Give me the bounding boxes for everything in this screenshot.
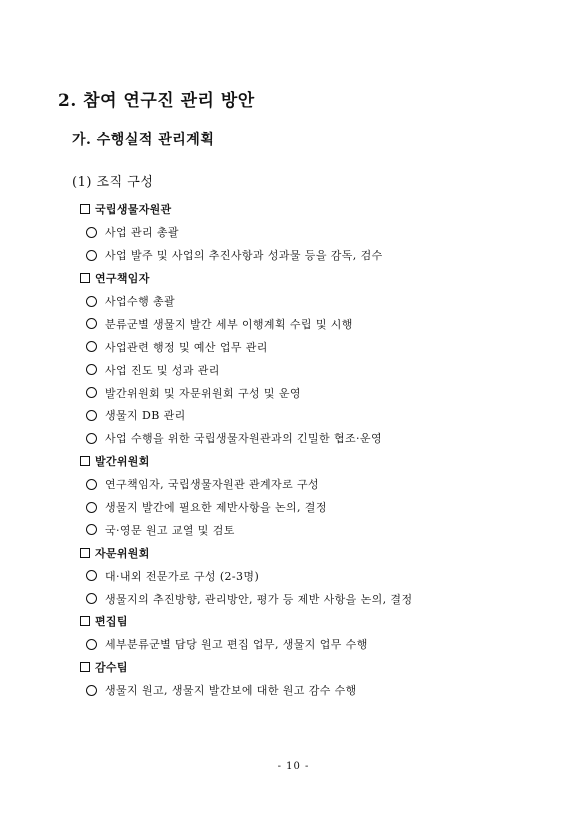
list-item-text: 세부분류군별 담당 원고 편집 업무, 생물지 업무 수행 bbox=[105, 638, 368, 652]
circle-bullet-icon bbox=[86, 639, 97, 650]
list-item-text: 사업 수행을 위한 국립생물자원관과의 긴밀한 협조·운영 bbox=[105, 432, 382, 446]
list-item bbox=[80, 679, 560, 702]
circle-bullet-icon bbox=[86, 593, 97, 604]
group-title: 자문위원회 bbox=[95, 546, 150, 560]
list-item bbox=[80, 587, 560, 610]
group-heading bbox=[80, 656, 560, 679]
sub-subsection-heading: (1) 조직 구성 bbox=[72, 175, 154, 190]
square-bullet-icon bbox=[80, 662, 90, 672]
group-heading bbox=[80, 198, 560, 221]
list-item-text: 사업관련 행정 및 예산 업무 관리 bbox=[105, 340, 268, 354]
list-item-text: 연구책임자, 국립생물자원관 관계자로 구성 bbox=[105, 478, 320, 492]
circle-bullet-icon bbox=[86, 227, 97, 238]
list-item-text: 국·영문 원고 교열 및 검토 bbox=[105, 523, 235, 537]
circle-bullet-icon bbox=[86, 433, 97, 444]
list-item bbox=[80, 427, 560, 450]
list-item-text: 생물지 발간에 필요한 제반사항을 논의, 결정 bbox=[105, 501, 327, 515]
list-item bbox=[80, 244, 560, 267]
list-item bbox=[80, 358, 560, 381]
circle-bullet-icon bbox=[86, 387, 97, 398]
circle-bullet-icon bbox=[86, 685, 97, 696]
list-item-text: 사업 진도 및 성과 관리 bbox=[105, 363, 220, 377]
square-bullet-icon bbox=[80, 616, 90, 626]
list-item bbox=[80, 221, 560, 244]
circle-bullet-icon bbox=[86, 250, 97, 261]
list-item-text: 사업수행 총괄 bbox=[105, 295, 176, 308]
circle-bullet-icon bbox=[86, 341, 97, 352]
circle-bullet-icon bbox=[86, 410, 97, 421]
list-item bbox=[80, 473, 560, 496]
square-bullet-icon bbox=[80, 456, 90, 466]
list-item bbox=[80, 312, 560, 335]
list-item bbox=[80, 518, 560, 541]
circle-bullet-icon bbox=[86, 524, 97, 535]
group-heading bbox=[80, 541, 560, 564]
section-heading: 2. 참여 연구진 관리 방안 bbox=[58, 91, 255, 111]
page-number: - 10 - bbox=[277, 761, 310, 772]
list-item-text: 생물지 원고, 생물지 발간보에 대한 원고 감수 수행 bbox=[105, 684, 357, 698]
list-item-text: 생물지의 추진방향, 관리방안, 평가 등 제반 사항을 논의, 결정 bbox=[105, 592, 413, 606]
organization-list bbox=[80, 198, 560, 702]
list-item bbox=[80, 381, 560, 404]
square-bullet-icon bbox=[80, 204, 90, 214]
list-item-text: 발간위원회 및 자문위원회 구성 및 운영 bbox=[105, 386, 301, 400]
group-title: 편집팀 bbox=[95, 615, 128, 629]
list-item-text: 생물지 DB 관리 bbox=[105, 409, 186, 423]
list-item-text: 대·내외 전문가로 구성 (2-3명) bbox=[105, 569, 260, 583]
group-title: 감수팀 bbox=[95, 661, 128, 675]
group-title: 국립생물자원관 bbox=[95, 203, 172, 217]
subsection-heading: 가. 수행실적 관리계획 bbox=[72, 132, 215, 148]
circle-bullet-icon bbox=[86, 570, 97, 581]
circle-bullet-icon bbox=[86, 502, 97, 513]
circle-bullet-icon bbox=[86, 296, 97, 307]
list-item-text: 사업 발주 및 사업의 추진사항과 성과물 등을 감독, 검수 bbox=[105, 249, 383, 263]
list-item bbox=[80, 335, 560, 358]
circle-bullet-icon bbox=[86, 479, 97, 490]
list-item bbox=[80, 633, 560, 656]
circle-bullet-icon bbox=[86, 364, 97, 375]
circle-bullet-icon bbox=[86, 318, 97, 329]
list-item-text: 분류군별 생물지 발간 세부 이행계획 수립 및 시행 bbox=[105, 317, 353, 331]
square-bullet-icon bbox=[80, 548, 90, 558]
list-item bbox=[80, 496, 560, 519]
group-title: 발간위원회 bbox=[95, 455, 150, 469]
list-item bbox=[80, 564, 560, 587]
list-item-text: 사업 관리 총괄 bbox=[105, 226, 179, 240]
group-title: 연구책임자 bbox=[95, 272, 150, 286]
list-item bbox=[80, 404, 560, 427]
group-heading bbox=[80, 450, 560, 473]
list-item bbox=[80, 290, 560, 313]
square-bullet-icon bbox=[80, 273, 90, 283]
group-heading bbox=[80, 610, 560, 633]
group-heading bbox=[80, 267, 560, 290]
